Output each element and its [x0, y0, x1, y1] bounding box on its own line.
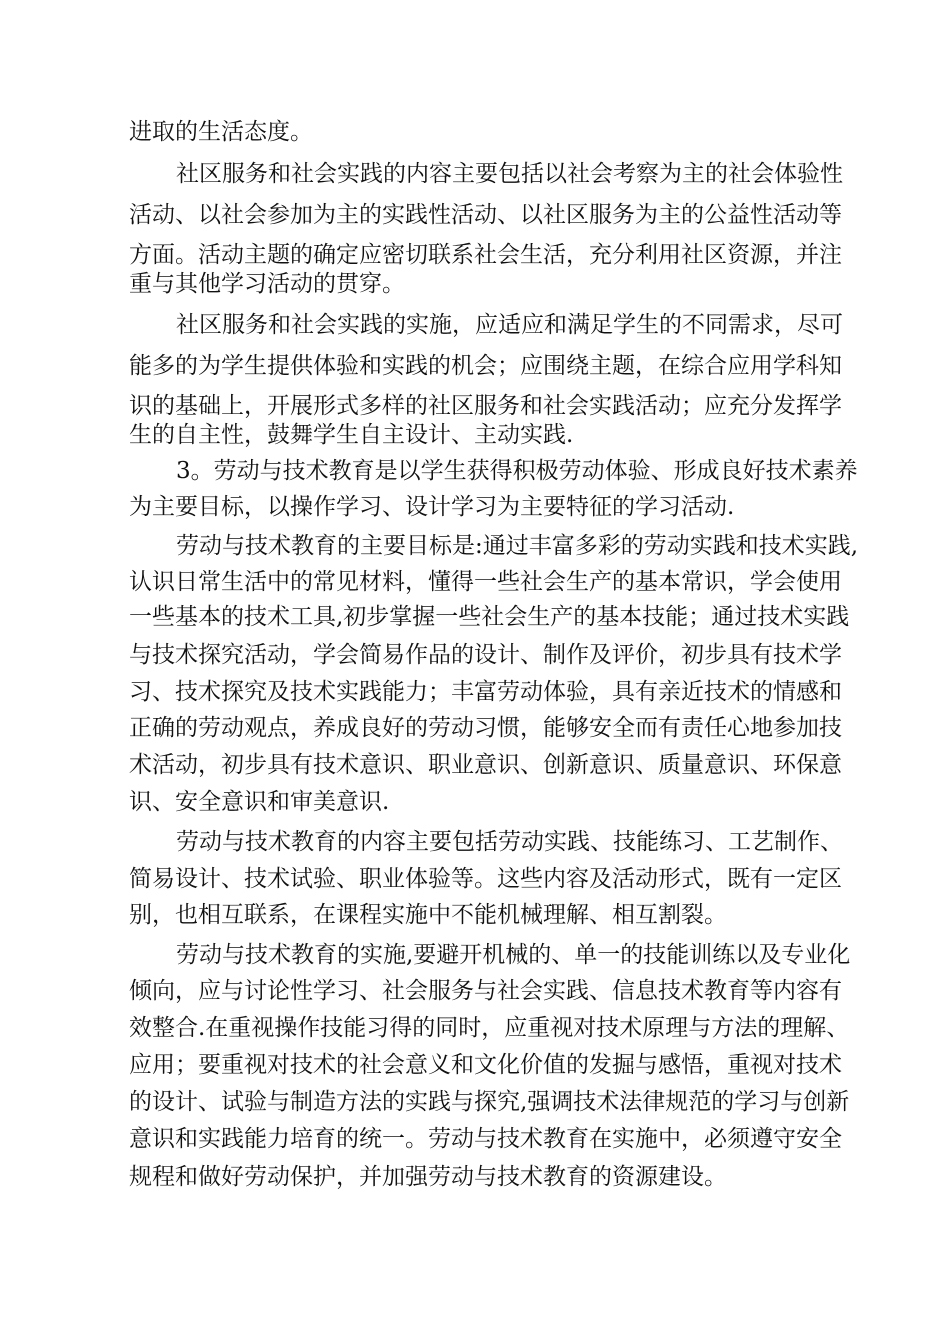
text-line: 生的自主性，鼓舞学生自主设计、主动实践. [129, 422, 574, 448]
text-line: 识、安全意识和审美意识. [129, 789, 390, 815]
text-line: 效整合.在重视操作技能习得的同时，应重视对技术原理与方法的理解、 [129, 1015, 850, 1041]
text-line: 3。劳动与技术教育是以学生获得积极劳动体验、形成良好技术素养 [176, 458, 858, 484]
text-line: 识的基础上，开展形式多样的社区服务和社会实践活动；应充分发挥学 [129, 393, 842, 419]
text-line: 别，也相互联系，在课程实施中不能机械理解、相互割裂。 [129, 902, 727, 928]
text-line: 劳动与技术教育的实施,要避开机械的、单一的技能训练以及专业化 [176, 942, 851, 968]
text-line: 方面。活动主题的确定应密切联系社会生活，充分利用社区资源，并注 [129, 242, 842, 268]
text-line: 的设计、试验与制造方法的实践与探究,强调技术法律规范的学习与创新 [129, 1089, 850, 1115]
text-line: 重与其他学习活动的贯穿。 [129, 271, 405, 297]
text-line: 正确的劳动观点，养成良好的劳动习惯，能够安全而有责任心地参加技 [129, 715, 842, 741]
text-line: 能多的为学生提供体验和实践的机会；应围绕主题，在综合应用学科知 [129, 353, 842, 379]
text-line: 意识和实践能力培育的统一。劳动与技术教育在实施中，必须遵守安全 [129, 1126, 842, 1152]
text-line: 与技术探究活动，学会简易作品的设计、制作及评价，初步具有技术学 [129, 642, 842, 668]
text-line: 习、技术探究及技术实践能力；丰富劳动体验，具有亲近技术的情感和 [129, 679, 842, 705]
text-line: 劳动与技术教育的主要目标是:通过丰富多彩的劳动实践和技术实践, [176, 533, 859, 559]
text-line: 规程和做好劳动保护，并加强劳动与技术教育的资源建设。 [129, 1164, 727, 1190]
text-line: 认识日常生活中的常见材料，懂得一些社会生产的基本常识，学会使用 [129, 569, 842, 595]
text-line: 为主要目标，以操作学习、设计学习为主要特征的学习活动. [129, 494, 735, 520]
text-line: 进取的生活态度。 [129, 119, 313, 145]
text-line: 倾向，应与讨论性学习、社会服务与社会实践、信息技术教育等内容有 [129, 978, 842, 1004]
text-line: 活动、以社会参加为主的实践性活动、以社区服务为主的公益性活动等 [129, 202, 842, 228]
text-line: 简易设计、技术试验、职业体验等。这些内容及活动形式，既有一定区 [129, 866, 842, 892]
text-line: 社区服务和社会实践的实施，应适应和满足学生的不同需求，尽可 [176, 312, 843, 338]
text-line: 社区服务和社会实践的内容主要包括以社会考察为主的社会体验性 [176, 161, 843, 187]
text-line: 劳动与技术教育的内容主要包括劳动实践、技能练习、工艺制作、 [176, 829, 843, 855]
text-line: 术活动，初步具有技术意识、职业意识、创新意识、质量意识、环保意 [129, 752, 842, 778]
text-line: 一些基本的技术工具,初步掌握一些社会生产的基本技能；通过技术实践 [129, 604, 850, 630]
text-line: 应用；要重视对技术的社会意义和文化价值的发掘与感悟，重视对技术 [129, 1052, 842, 1078]
